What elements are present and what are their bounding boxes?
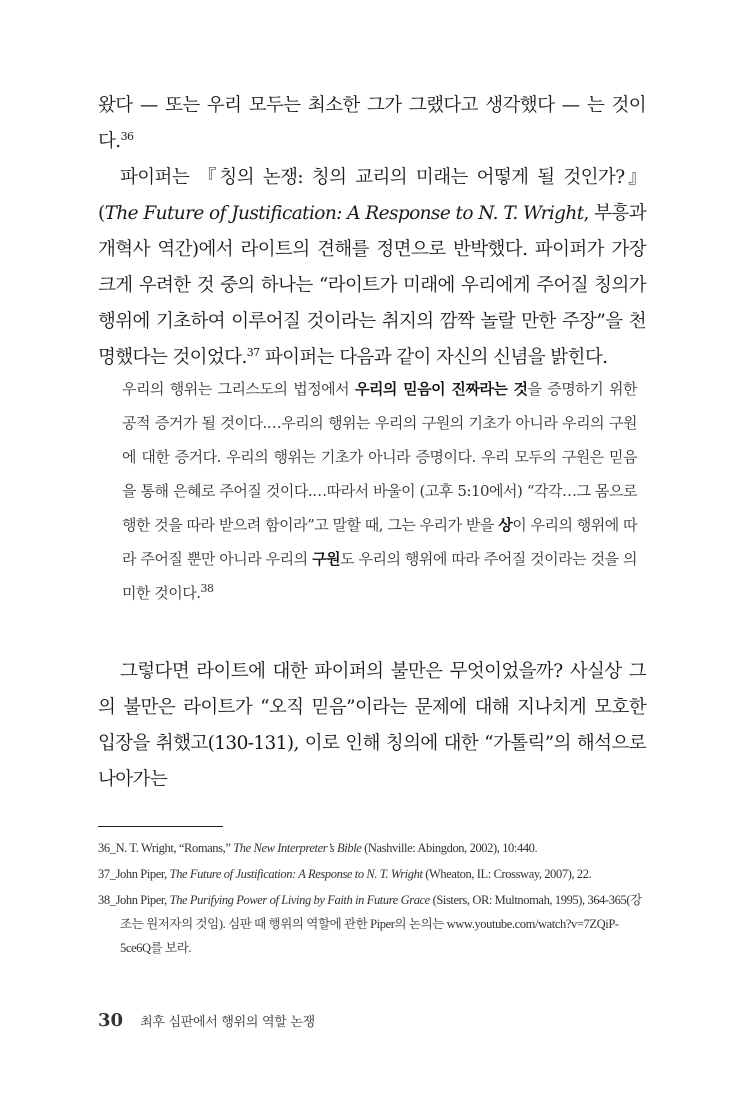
- main-text-bottom: [98, 654, 646, 798]
- page-number: 30: [98, 1010, 124, 1031]
- emphasis-salvation: 구원: [312, 550, 341, 568]
- paragraph-complaint: 그렇다면 라이트에 대한 파이퍼의 불만은 무엇이었을까? 사실상 그의 불만은 라이트가 “오직 믿음”이라는 문제에 대해 지나치게 모호한 입장을 취했고(130-131), 이로 인해 칭의에 대한 “가톨릭”의 해석으로 나아가는: [98, 661, 646, 790]
- emphasis-reward: 상: [498, 516, 513, 534]
- paragraph-continued: 왔다 — 또는 우리 모두는 최소한 그가 그랬다고 생각했다 — 는 것이다.$^{36}$: [98, 95, 646, 152]
- footnote-38: 38_John Piper, The Purifying Power of Living by Faith in Future Grace (Sisters, OR: Multnomah, 1995), 364-365(강조는 원저자의 것임). 심판 때 행위의 역할에 관한 Piper의 논의는 www.youtube.com/watch?v=7ZQiP-5ce6Q를 보라.: [98, 893, 642, 955]
- main-text-top: [98, 88, 646, 376]
- book-title-english: The Future of Justification: A Response to N. T. Wright: [104, 203, 584, 224]
- running-title: 최후 심판에서 행위의 역할 논쟁: [140, 1015, 315, 1030]
- footnote-ref-36[interactable]: 36: [120, 129, 134, 143]
- footnote-36: 36_N. T. Wright, “Romans,” The New Interpreter’s Bible (Nashville: Abingdon, 2002), 10:440.: [98, 841, 538, 855]
- emphasis-faith: 우리의 믿음이 진짜라는 것: [354, 380, 528, 398]
- footnote-rule: [98, 826, 223, 827]
- footnote-ref-37[interactable]: 37: [246, 345, 260, 359]
- footnotes: [98, 836, 646, 962]
- footnote-37: 37_John Piper, The Future of Justification: A Response to N. T. Wright (Wheaton, IL: Crossway, 2007), 22.: [98, 867, 592, 881]
- footnote-ref-38[interactable]: 38: [200, 582, 214, 595]
- page-footer: [98, 1010, 315, 1031]
- paragraph-piper: 파이퍼는 『칭의 논쟁: 칭의 교리의 미래는 어떻게 될 것인가?』(The Future of Justification: A Response to N. T. Wright, 부흥과개혁사 역간)에서 라이트의 견해를 정면으로 반박했다. 파이퍼가 가장 크게 우려한 것 중의 하나는 “라이트가 미래에 우리에게 주어질 칭의가 행위에 기초하여 이루어질 것이라는 취지의 깜짝 놀랄 만한 주장”을 천명했다는 것이었다.$^{37}$ 파이퍼는 다음과 같이 자신의 신념을 밝힌다.: [98, 167, 647, 368]
- block-quote: 우리의 행위는 그리스도의 법정에서 우리의 믿음이 진짜라는 것을 증명하기 위한 공적 증거가 될 것이다.…우리의 행위는 우리의 구원의 기초가 아니라 우리의 구원에 대한 증거다. 우리의 행위는 기초가 아니라 증명이다. 우리 모두의 구원은 믿음을 통해 은혜로 주어질 것이다.…따라서 바울이 (고후 5:10에서) “각각…그 몸으로 행한 것을 따라 받으려 함이라”고 말할 때, 그는 우리가 받을 상이 우리의 행위에 따라 주어질 뿐만 아니라 우리의 구원도 우리의 행위에 따라 주어질 것이라는 것을 의미한 것이다.$^{38}$: [122, 380, 638, 602]
